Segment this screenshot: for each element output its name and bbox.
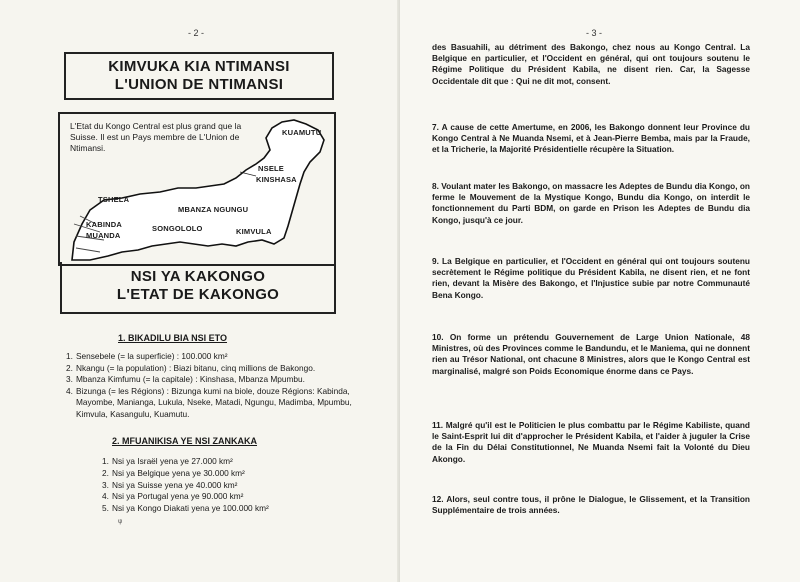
section2-title: 2. MFUANIKISA YE NSI ZANKAKA <box>112 436 258 446</box>
union-title-kikongo: KIMVUKA KIA NTIMANSI <box>108 58 290 75</box>
paragraph-8: 8. Voulant mater les Bakongo, on massacre les Adeptes de Bundu dia Kongo, on ferme le Mouvement de la Mystique Kongo, Bundu dia Kongo, on interdit le fonctionnement du Parti BDM, on garde en Prison les Adeptes de Bundu dia Kongo, jusqu'à ce jour. <box>432 181 750 225</box>
label-kimvula: KIMVULA <box>236 227 272 236</box>
list-item: 5. Nsi ya Kongo Diakati yena ye 100.000 km² <box>102 503 269 514</box>
list-item: 2. Nsi ya Belgique yena ye 30.000 km² <box>102 467 245 478</box>
list-item: 2. Nkangu (= la population) : Biazi bitanu, cinq millions de Bakongo. <box>66 362 316 373</box>
label-mbanza-ngungu: MBANZA NGUNGU <box>178 205 249 214</box>
section1-title: 1. BIKADILU BIA NSI ETO <box>118 333 228 343</box>
paragraph-9: 9. La Belgique en particulier, et l'Occident en général qui ont toujours soutenu secrètement le Régime politique du Président Kabila, ne disent rien, et ne font rien, devant la Misère des Bakongo, et l'Injustice subie par notre Communauté Bena Kongo. <box>432 256 750 300</box>
paragraph-intro: des Basuahili, au détriment des Bakongo, chez nous au Kongo Central. La Belgique en particulier, et l'Occident en général, qui ont toujours soutenu le Régime Politique du Président Kabila, ne disent rien. Car, la Sagesse Occidentale dit que : Qui ne dit mot, consent. <box>432 42 750 86</box>
union-title-box <box>64 52 334 100</box>
paragraph-7: 7. A cause de cette Amertume, en 2006, les Bakongo donnent leur Province du Kongo Central à Ne Muanda Nsemi, et à Jean-Pierre Bemba, mais par la Fraude, et la Tricherie, la Majorité Présidentielle récupère la Situation. <box>432 122 750 155</box>
state-title-box <box>60 262 336 314</box>
label-nsele: NSELE <box>258 164 285 173</box>
label-kabinda: KABINDA <box>86 220 122 229</box>
kongo-central-map <box>58 112 336 266</box>
label-tshela: TSHELA <box>98 195 130 204</box>
list-item: 1. Nsi ya Israël yena ye 27.000 km² <box>102 456 233 466</box>
label-kuamutu: KUAMUTU <box>282 128 322 137</box>
page-number-left: - 2 - <box>188 28 205 38</box>
footer-mark: ψ <box>118 519 123 525</box>
state-title-kikongo: NSI YA KAKONGO <box>130 268 266 285</box>
list-item: 4. Bizunga (= les Régions) : Bizunga kumi na biole, douze Régions: Kabinda, Mayombe, Manianga, Lukula, Nseke, Matadi, Ngungu, Madimba, Mpumbu, Kimvula, Kasangulu, Kuamutu. <box>66 385 352 419</box>
paragraph-11: 11. Malgré qu'il est le Politicien le plus combattu par le Régime Kabiliste, quand le Saint-Esprit lui dit d'approcher le Président Kabila, et l'aider à juguler la Crise de la Fin du Délai Constitutionnel, Ne Muanda Nsemi fait la Volonté du Dieu Akongo. <box>432 420 750 464</box>
list-item: 4. Nsi ya Portugal yena ye 90.000 km² <box>102 491 244 502</box>
list-item: 3. Mbanza Kimfumu (= la capitale) : Kinshasa, Mbanza Mpumbu. <box>66 374 305 385</box>
label-kinshasa: KINSHASA <box>256 175 297 184</box>
union-title-french: L'UNION DE NTIMANSI <box>114 76 284 93</box>
section2-list <box>102 456 362 515</box>
state-title-french: L'ETAT DE KAKONGO <box>116 286 280 303</box>
paragraph-12: 12. Alors, seul contre tous, il prône le Dialogue, le Glissement, et la Transition Supplémentaire de trois années. <box>432 494 750 516</box>
map-note: L'Etat du Kongo Central est plus grand que la Suisse. Il est un Pays membre de L'Union de Ntimansi. <box>70 121 242 153</box>
list-item: 1. Sensebele (= la superficie) : 100.000 km² <box>66 351 228 361</box>
label-songololo: SONGOLOLO <box>152 224 203 233</box>
paragraph-10: 10. On forme un prétendu Gouvernement de Large Union Nationale, 48 Ministres, où des Provinces comme le Bandundu, et le Maniema, qui ne donnent rien au Trésor National, ont chacune 8 Ministres, alors que le Kongo Central est marginalisé, malgré son Poids Economique énorme dans ce Pays. <box>432 332 750 376</box>
list-item: 3. Nsi ya Suisse yena ye 40.000 km² <box>102 479 238 490</box>
section1-list <box>66 351 366 421</box>
label-muanda: MUANDA <box>86 231 121 240</box>
page-number-right: - 3 - <box>586 28 603 38</box>
